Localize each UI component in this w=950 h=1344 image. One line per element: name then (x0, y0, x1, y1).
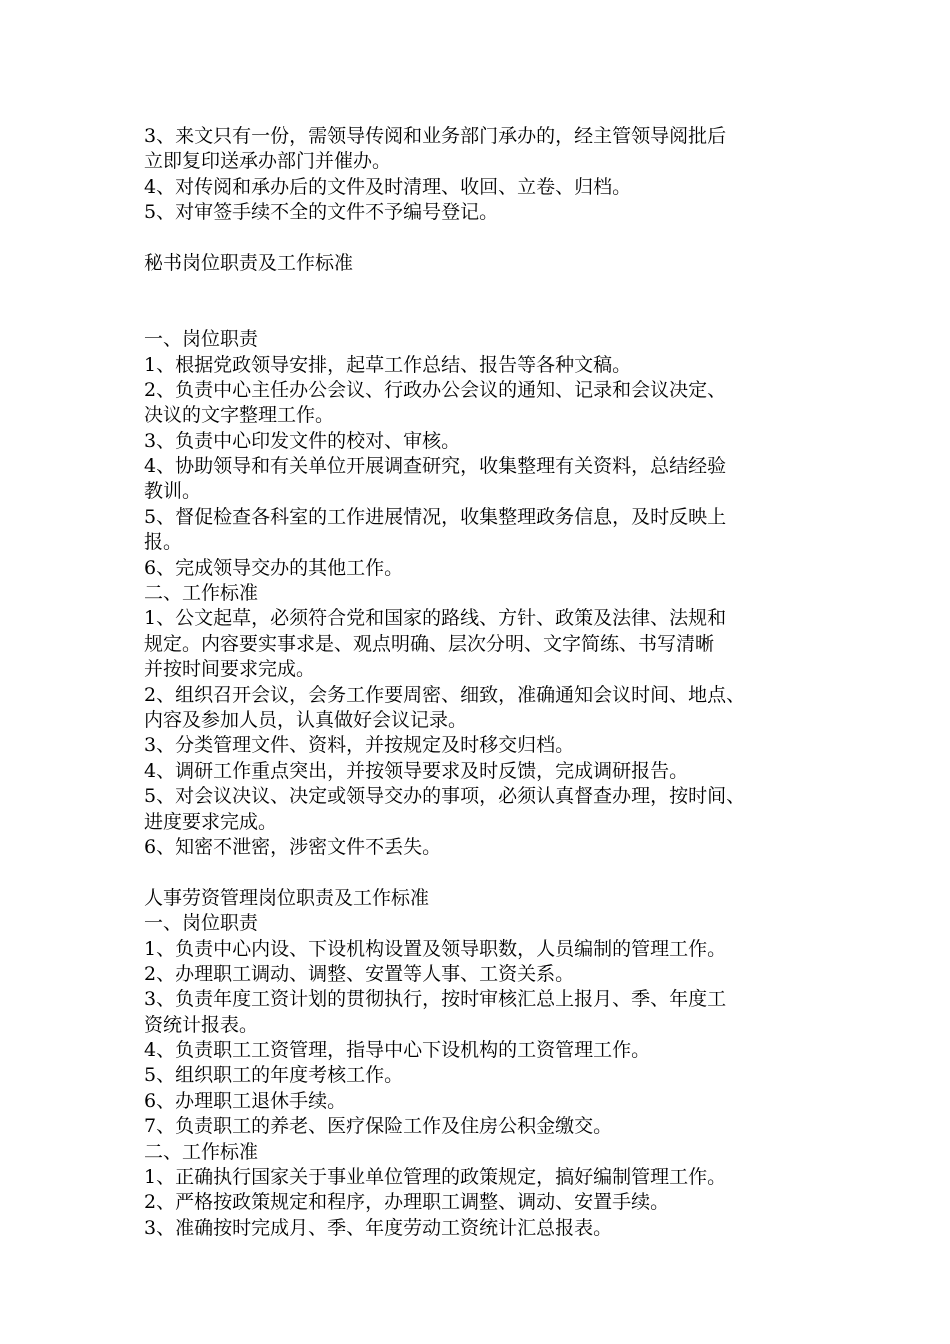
list-line: 3、分类管理文件、资料，并按规定及时移交归档。 (144, 734, 575, 757)
intro-block (144, 124, 834, 226)
list-line: 5、督促检查各科室的工作进展情况，收集整理政务信息，及时反映上 (144, 505, 727, 528)
list-line: 5、对会议决议、决定或领导交办的事项，必须认真督查办理，按时间、 (144, 785, 746, 808)
list-line: 2、负责中心主任办公会议、行政办公会议的通知、记录和会议决定、 (144, 378, 727, 401)
paragraph-line: 5、对审签手续不全的文件不予编号登记。 (144, 201, 499, 224)
list-line: 教训。 (144, 480, 202, 503)
list-line: 3、准确按时完成月、季、年度劳动工资统计汇总报表。 (144, 1216, 613, 1239)
list-line: 2、组织召开会议，会务工作要周密、细致，准确通知会议时间、地点、 (144, 683, 746, 706)
paragraph-line: 立即复印送承办部门并催办。 (144, 150, 392, 173)
list-line: 1、正确执行国家关于事业单位管理的政策规定，搞好编制管理工作。 (144, 1166, 727, 1189)
list-line: 6、知密不泄密，涉密文件不丢失。 (144, 835, 442, 858)
list-line: 决议的文字整理工作。 (144, 404, 335, 427)
list-line: 1、负责中心内设、下设机构设置及领导职数，人员编制的管理工作。 (144, 937, 727, 960)
list-line: 5、组织职工的年度考核工作。 (144, 1064, 404, 1087)
list-line: 1、根据党政领导安排，起草工作总结、报告等各种文稿。 (144, 353, 632, 376)
section-title: 秘书岗位职责及工作标准 (144, 251, 354, 274)
subsection-heading: 一、岗位职责 (144, 912, 259, 935)
paragraph-line: 3、来文只有一份，需领导传阅和业务部门承办的，经主管领导阅批后 (144, 125, 727, 147)
subsection-heading: 二、工作标准 (144, 582, 259, 605)
section-title: 人事劳资管理岗位职责及工作标准 (144, 886, 430, 909)
list-line: 报。 (144, 531, 183, 554)
list-line: 4、调研工作重点突出，并按领导要求及时反馈，完成调研报告。 (144, 759, 689, 782)
list-line: 并按时间要求完成。 (144, 658, 316, 681)
list-line: 3、负责年度工资计划的贯彻执行，按时审核汇总上报月、季、年度工 (144, 988, 727, 1011)
secretary-section (144, 251, 834, 860)
list-line: 4、协助领导和有关单位开展调查研究，收集整理有关资料，总结经验 (144, 455, 727, 478)
paragraph-line: 4、对传阅和承办后的文件及时清理、收回、立卷、归档。 (144, 175, 632, 198)
list-line: 2、严格按政策规定和程序，办理职工调整、调动、安置手续。 (144, 1191, 670, 1214)
list-line: 2、办理职工调动、调整、安置等人事、工资关系。 (144, 962, 575, 985)
list-line: 进度要求完成。 (144, 810, 278, 833)
list-line: 内容及参加人员，认真做好会议记录。 (144, 709, 468, 731)
subsection-heading: 二、工作标准 (144, 1140, 259, 1163)
list-line: 6、办理职工退休手续。 (144, 1089, 347, 1112)
list-line: 规定。内容要实事求是、观点明确、层次分明、文字简练、书写清晰 (144, 632, 715, 655)
hr-section (144, 886, 834, 1241)
list-line: 1、公文起草，必须符合党和国家的路线、方针、政策及法律、法规和 (144, 607, 727, 630)
list-line: 资统计报表。 (144, 1013, 259, 1036)
list-line: 3、负责中心印发文件的校对、审核。 (144, 429, 461, 452)
subsection-heading: 一、岗位职责 (144, 328, 259, 351)
list-line: 4、负责职工工资管理，指导中心下设机构的工资管理工作。 (144, 1039, 651, 1062)
document-page (144, 124, 834, 1241)
list-line: 7、负责职工的养老、医疗保险工作及住房公积金缴交。 (144, 1115, 613, 1138)
list-line: 6、完成领导交办的其他工作。 (144, 556, 404, 579)
